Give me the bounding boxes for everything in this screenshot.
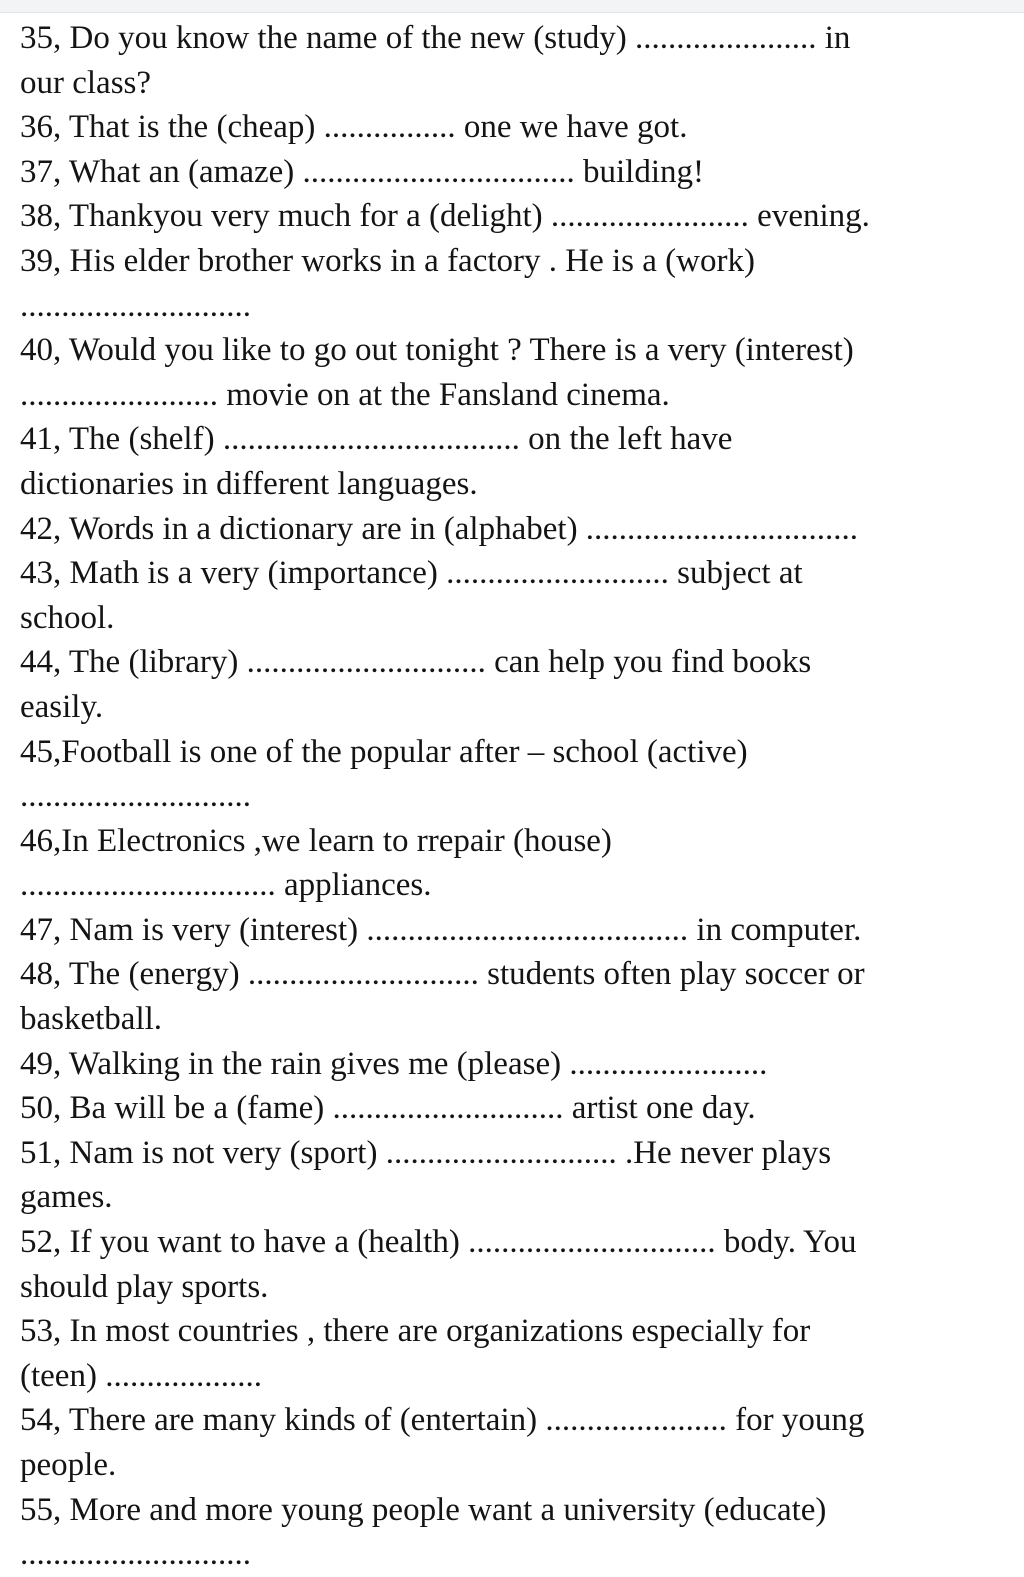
worksheet-line: ............................	[20, 287, 251, 324]
worksheet-line: ............................	[20, 778, 251, 815]
worksheet-line: 50, Ba will be a (fame) ............................ artist one day.	[20, 1090, 756, 1127]
worksheet-line: 46,In Electronics ,we learn to rrepair (house)	[20, 822, 612, 859]
worksheet-line: (teen) ...................	[20, 1357, 262, 1394]
worksheet-line: ............................... appliances.	[20, 867, 432, 904]
worksheet-line: should play sports.	[20, 1268, 269, 1305]
worksheet-line: school.	[20, 599, 115, 636]
worksheet-line: 55, More and more young people want a university (educate)	[20, 1491, 827, 1528]
worksheet-line: 52, If you want to have a (health) .............................. body. You	[20, 1224, 857, 1261]
worksheet-line: 43, Math is a very (importance) ........................... subject at	[20, 555, 803, 592]
worksheet-line: 47, Nam is very (interest) ....................................... in computer.	[20, 911, 862, 948]
worksheet-line: 40, Would you like to go out tonight ? There is a very (interest)	[20, 332, 854, 369]
worksheet-line: 49, Walking in the rain gives me (please) ........................	[20, 1045, 768, 1082]
worksheet-line: easily.	[20, 688, 104, 725]
worksheet-line: 35, Do you know the name of the new (study) ...................... in	[20, 20, 851, 56]
worksheet-line: 48, The (energy) ............................ students often play soccer or	[20, 956, 865, 993]
worksheet-line: 42, Words in a dictionary are in (alphabet) .................................	[20, 510, 859, 547]
worksheet-line: 54, There are many kinds of (entertain) ...................... for young	[20, 1402, 865, 1439]
worksheet-line: ............................	[20, 1536, 251, 1573]
worksheet-line: games.	[20, 1179, 113, 1216]
worksheet-line: dictionaries in different languages.	[20, 465, 478, 502]
top-border	[0, 0, 1024, 13]
worksheet-line: 39, His elder brother works in a factory . He is a (work)	[20, 242, 755, 279]
worksheet-line: our class?	[20, 64, 152, 101]
worksheet-line: 36, That is the (cheap) ................ one we have got.	[20, 109, 688, 146]
worksheet-line: 51, Nam is not very (sport) ............................ .He never plays	[20, 1134, 832, 1171]
worksheet-line: 53, In most countries , there are organizations especially for	[20, 1313, 811, 1350]
worksheet-line: people.	[20, 1447, 117, 1483]
worksheet-line: 41, The (shelf) .................................... on the left have	[20, 421, 733, 458]
worksheet-line: 45,Football is one of the popular after – school (active)	[20, 733, 748, 770]
worksheet-line: 38, Thankyou very much for a (delight) ........................ evening.	[20, 198, 870, 235]
worksheet-line: basketball.	[20, 1001, 163, 1038]
worksheet-line: ........................ movie on at the Fansland cinema.	[20, 376, 670, 413]
worksheet-line: 37, What an (amaze) ................................. building!	[20, 153, 704, 190]
worksheet-line: 44, The (library) ............................. can help you find books	[20, 644, 812, 681]
worksheet	[20, 16, 1010, 1577]
